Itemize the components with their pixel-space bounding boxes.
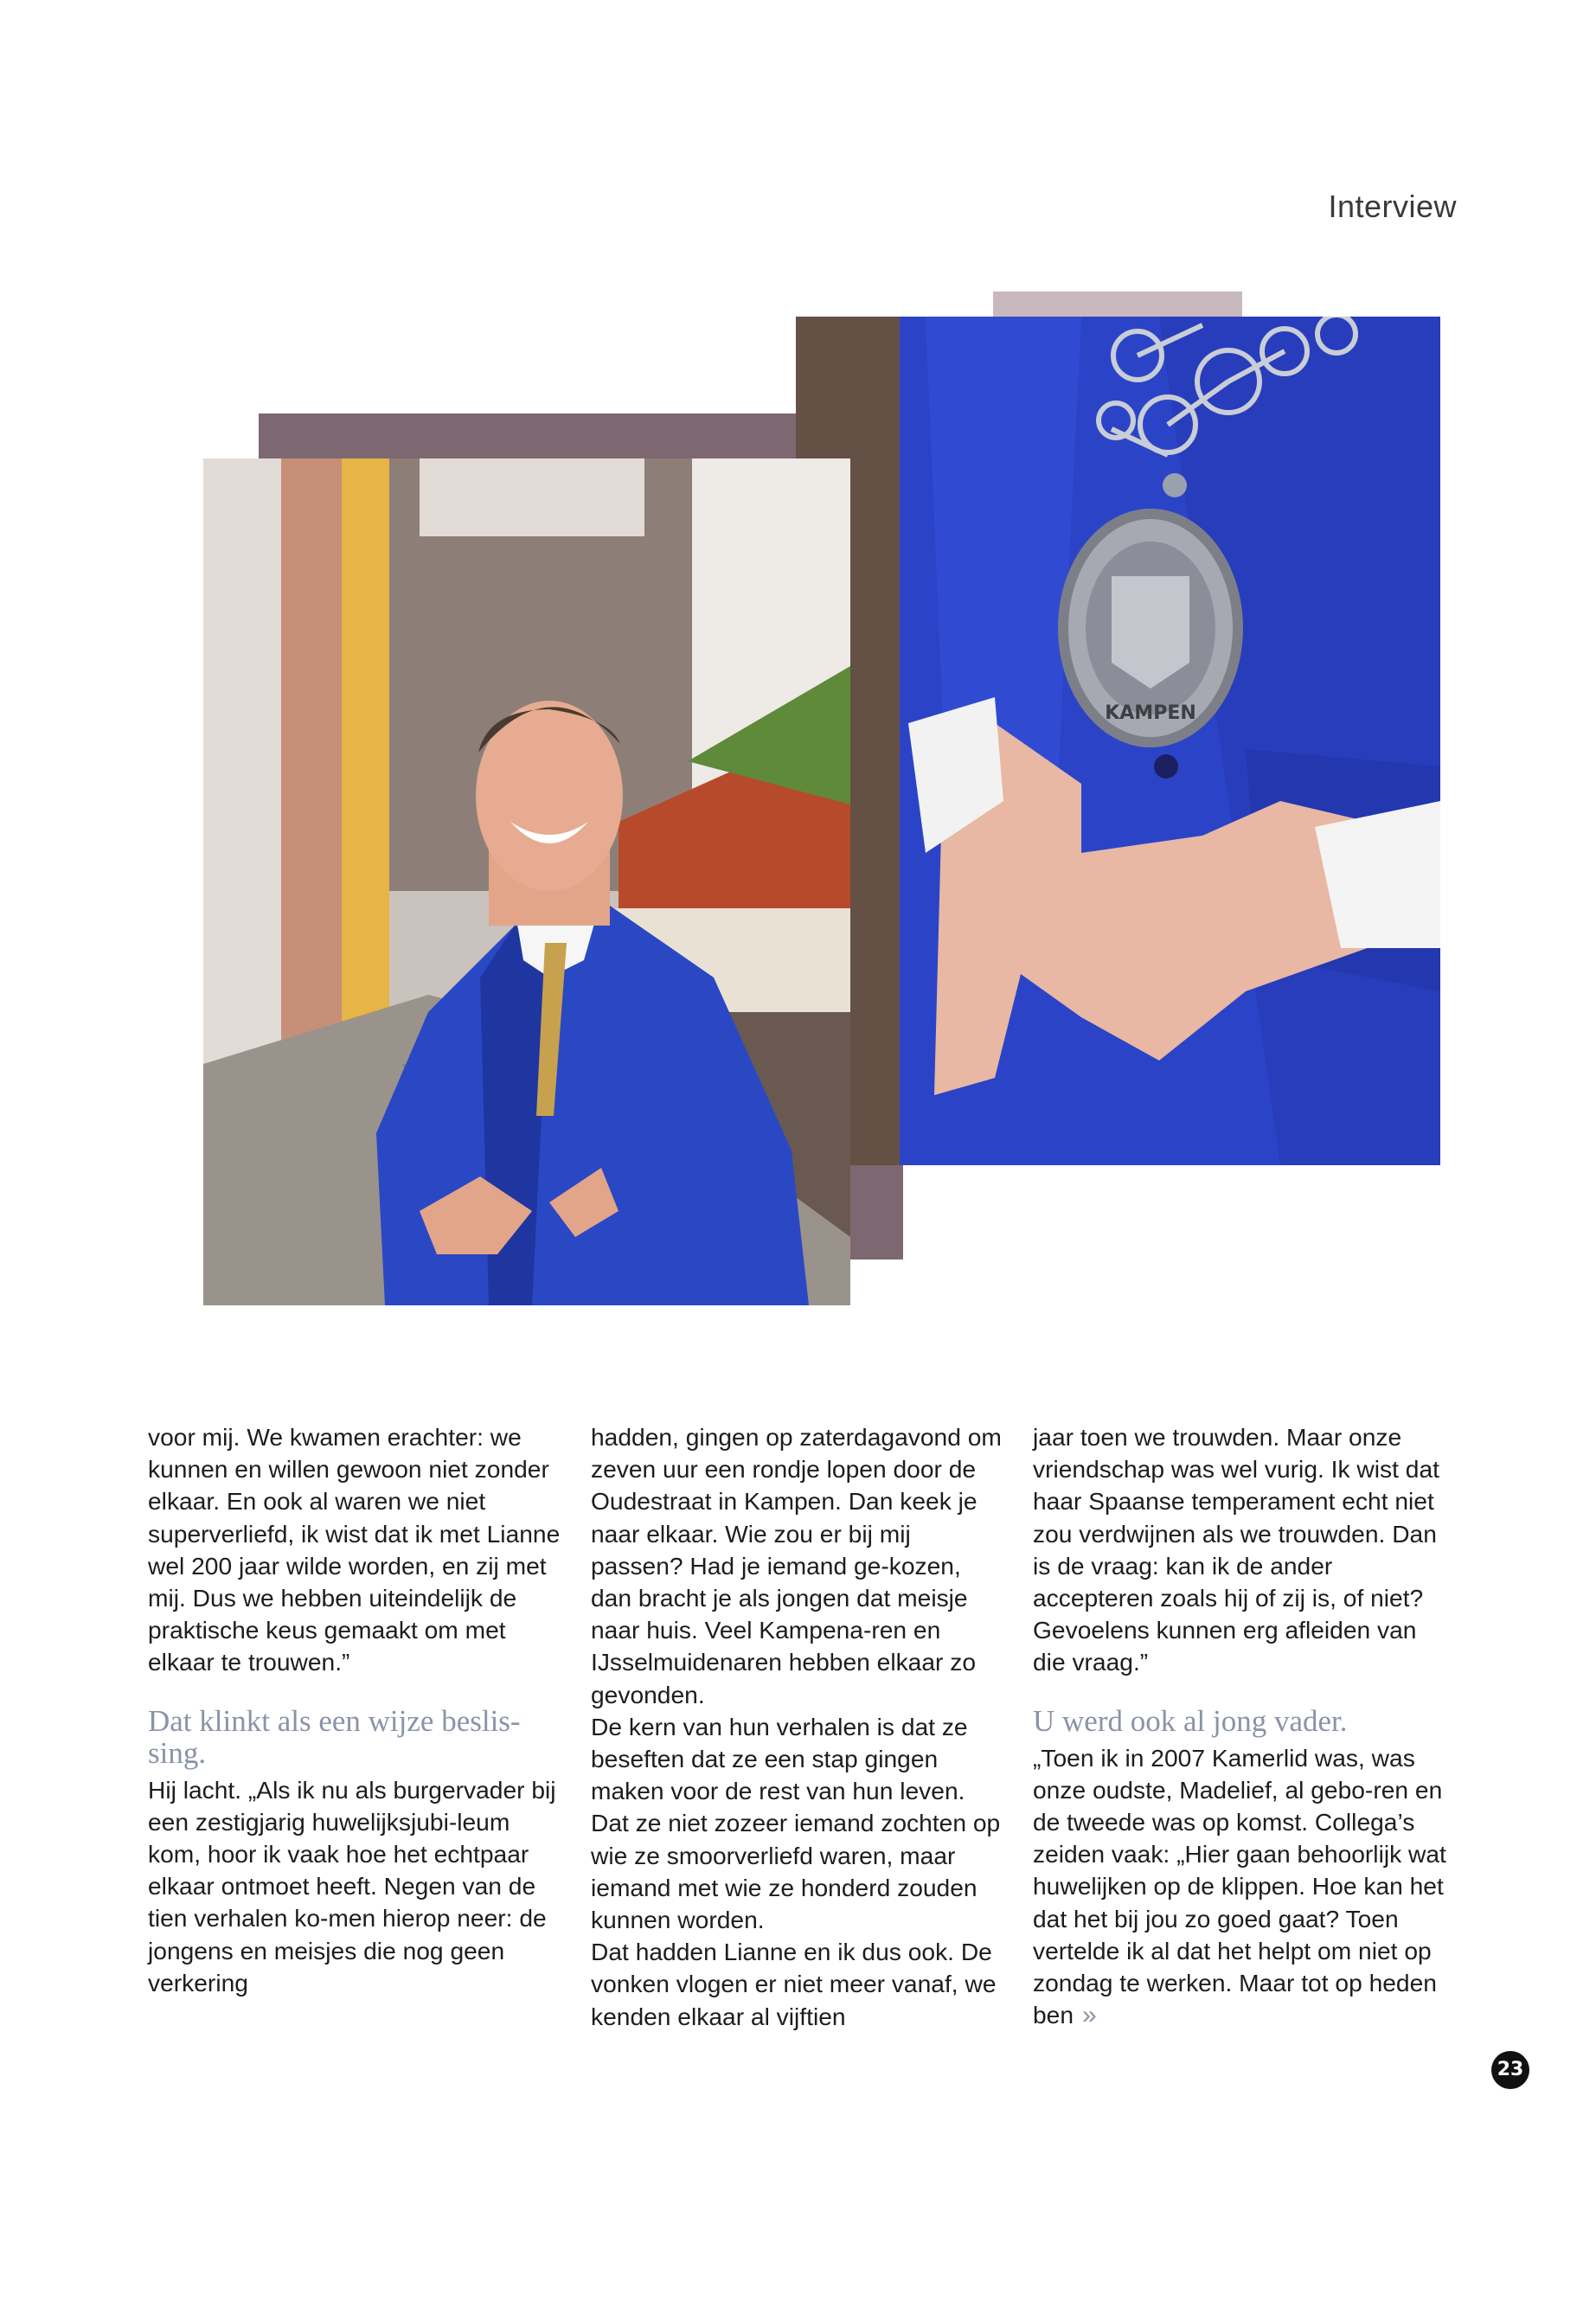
paragraph: voor mij. We kwamen erachter: we kunnen en willen gewoon niet zonder elkaar. En ook al waren we niet superverliefd, ik wist dat ik met Lianne wel 200 jaar wilde worden, en zij met mij. Dus we hebben uiteindelijk de praktische keus gemaakt om met elkaar te trouwen.” (148, 1423, 561, 1676)
svg-text:KAMPEN: KAMPEN (1105, 702, 1196, 724)
subheading: U werd ook al jong vader. (1033, 1703, 1348, 1738)
article-column-3 (1033, 1421, 1448, 2031)
paragraph: De kern van hun verhalen is dat ze beseften dat ze een stap gingen maken voor de rest van hun leven. Dat ze niet zozeer iemand zochten op wie ze smoorverliefd waren, maar iemand met wie ze honderd zouden kunnen worden. (591, 1712, 1001, 1934)
continue-icon: » (1082, 2001, 1097, 2030)
mayor-chain-photo (796, 317, 1440, 1165)
paragraph: jaar toen we trouwden. Maar onze vriendschap was wel vurig. Ik wist dat haar Spaanse temperament echt niet zou verdwijnen als we trouwden. Dan is de vraag: kan ik de ander accepteren zoals hij of zij is, of niet? Gevoelens kunnen erg afleiden van die vraag.” (1033, 1423, 1439, 1676)
paragraph (1033, 1742, 1448, 2032)
paragraph: hadden, gingen op zaterdagavond om zeven uur een rondje lopen door de Oudestraat in Kampen. Dan keek je naar elkaar. Wie zou er bij mij passen? Had je iemand ge-kozen, dan bracht je als jongen dat meisje naar huis. Veel Kampena-ren en IJsselmuidenaren hebben elkaar zo gevonden. (591, 1423, 1002, 1708)
paragraph: Hij lacht. „Als ik nu als burgervader bij een zestigjarig huwelijksjubi-leum kom, hoor ik vaak hoe het echtpaar elkaar ontmoet heeft. Negen van de tien verhalen ko-men hierop neer: de jongens en meisjes die nog geen verkering (148, 1775, 556, 1997)
subheading: Dat klinkt als een wijze beslis-sing. (148, 1703, 521, 1770)
portrait-photo (203, 458, 850, 1305)
article-column-1 (148, 1421, 563, 1999)
page-number: 23 (1491, 2051, 1529, 2089)
paragraph-text: „Toen ik in 2007 Kamerlid was, was onze oudste, Madelief, al gebo-ren en de tweede was op komst. Collega’s zeiden vaak: „Hier gaan behoorlijk wat huwelijken op de klippen. Hoe kan het dat het bij jou zo goed gaat? Toen vertelde ik al dat het helpt om niet op zondag te werken. Maar tot op heden ben (1033, 1743, 1446, 2029)
section-label: Interview (1328, 189, 1457, 224)
article-column-2 (591, 1421, 1006, 2033)
paragraph: Dat hadden Lianne en ik dus ook. De vonken vlogen er niet meer vanaf, we kenden elkaar al vijftien (591, 1938, 997, 2030)
